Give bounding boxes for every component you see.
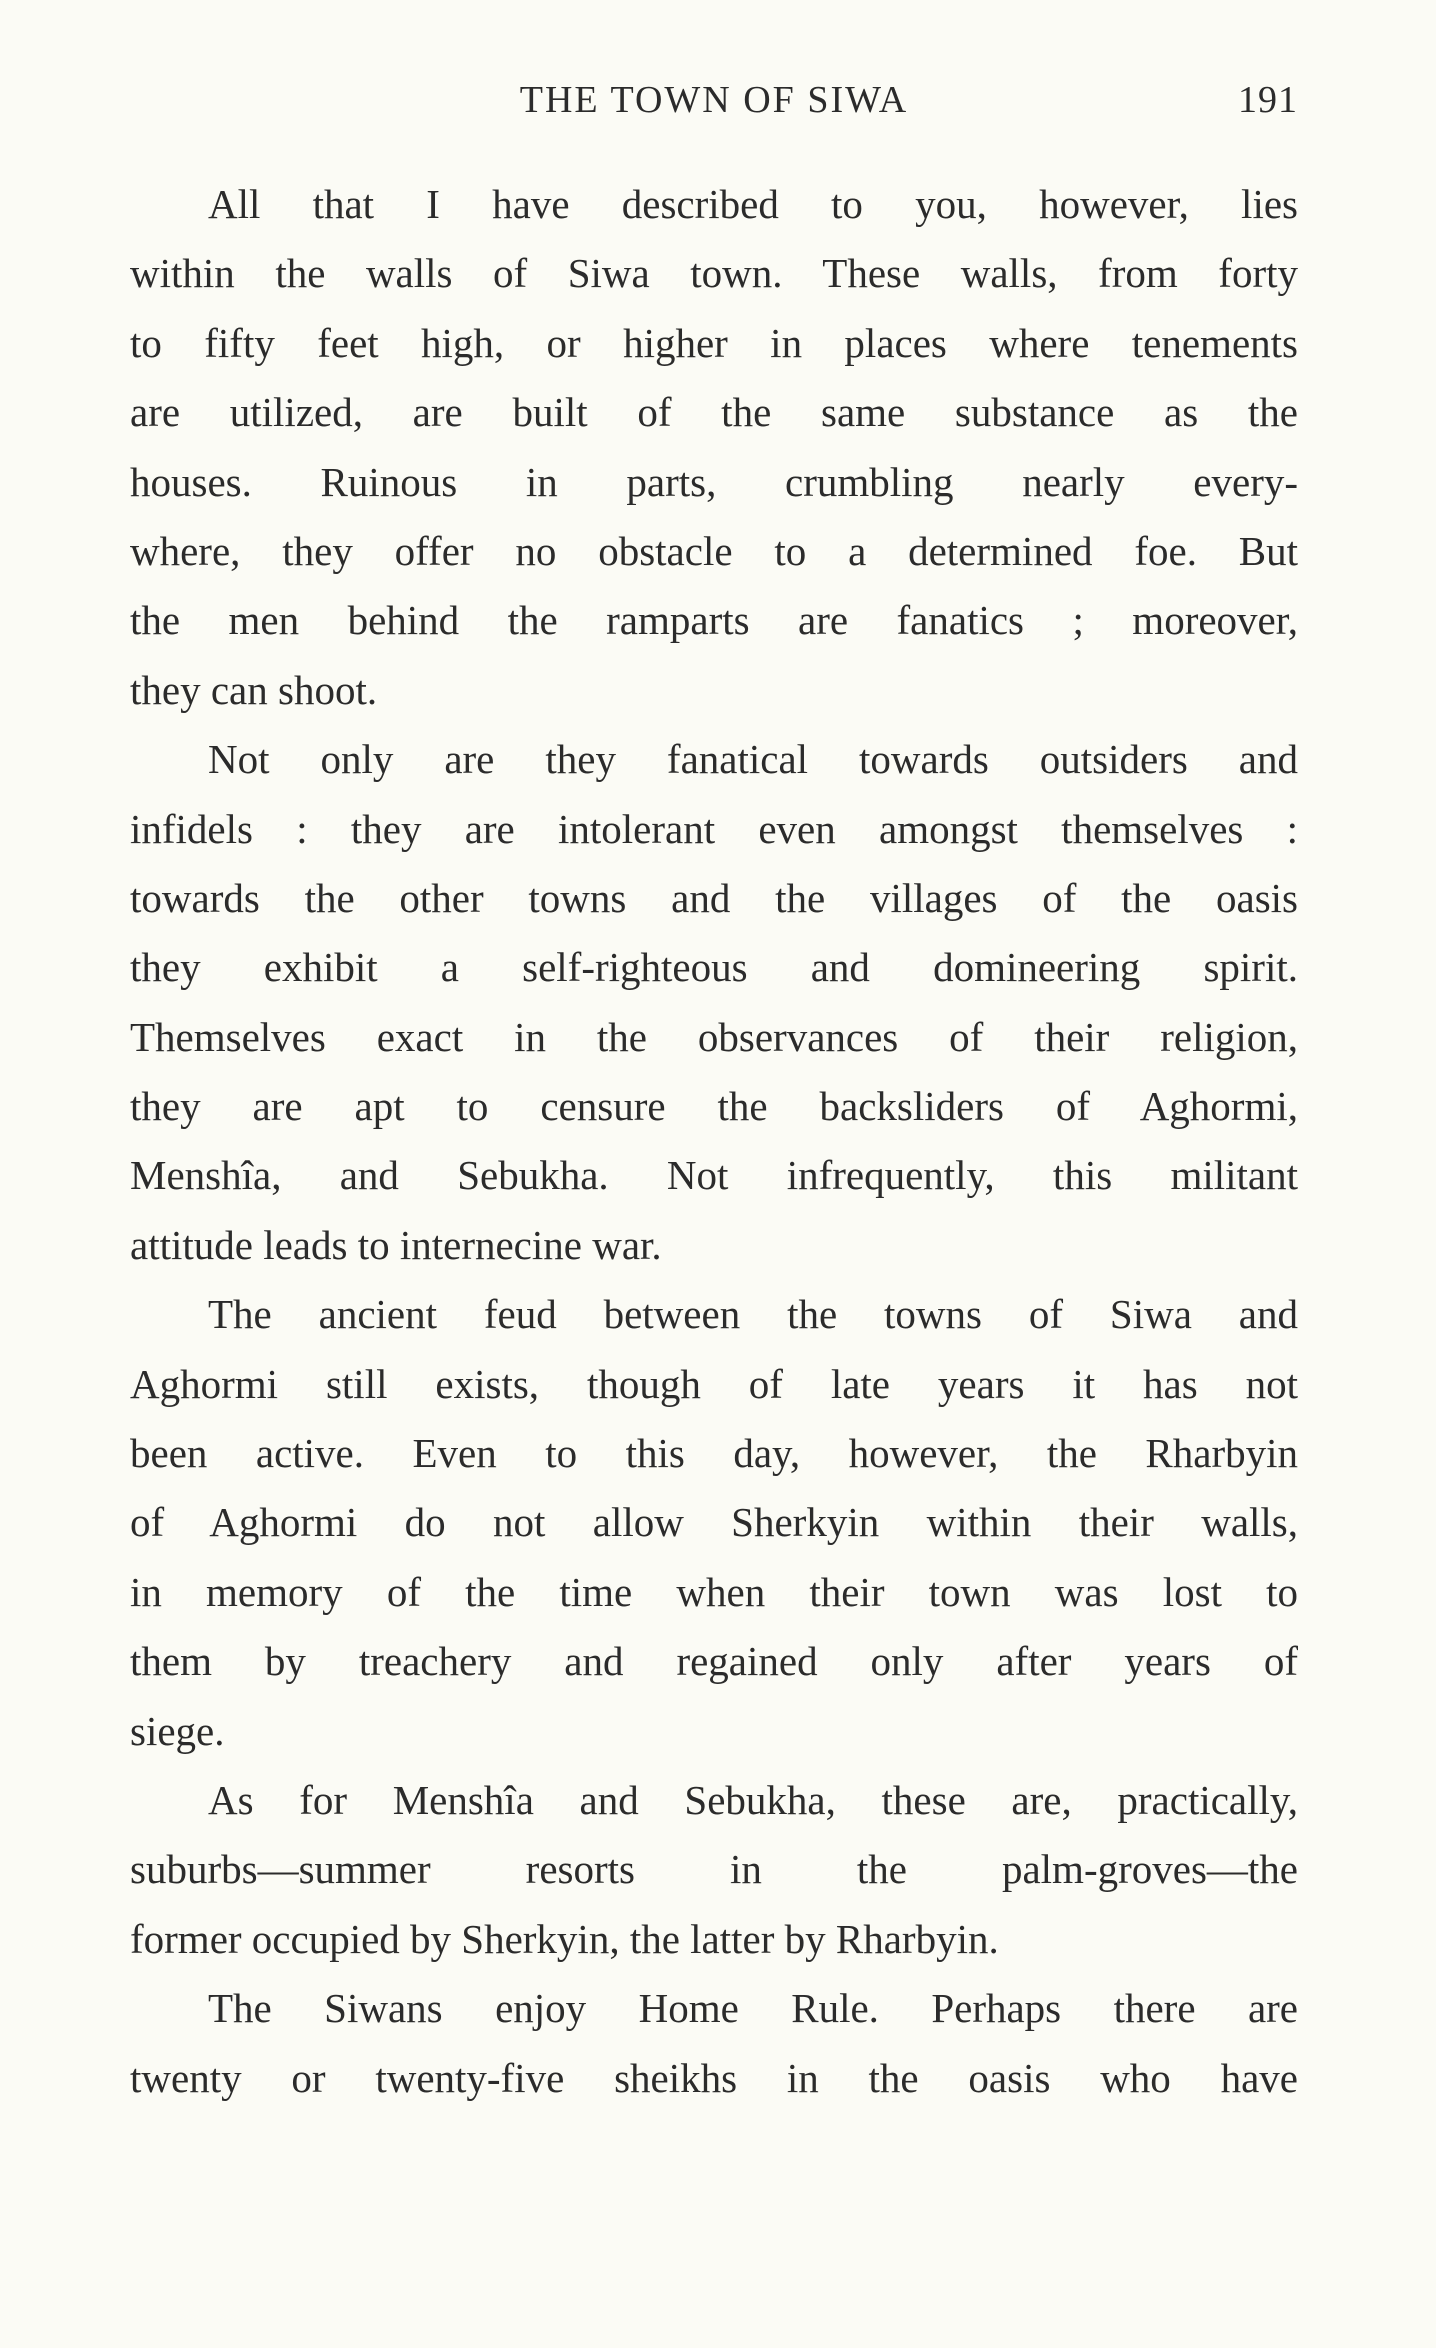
page-number: 191 [1238,79,1298,121]
text-line: they exhibit a self-righteous and domineering spirit. [130,944,1298,991]
text-line: in memory of the time when their town was lost to [130,1568,1298,1615]
text-line: they are apt to censure the backsliders of Aghormi, [130,1083,1298,1130]
text-line: the men behind the ramparts are fanatics ; moreover, [130,597,1298,644]
text-line: houses. Ruinous in parts, crumbling nearly every- [130,458,1298,505]
text-line: them by treachery and regained only after years of [130,1638,1298,1685]
text-line: suburbs—summer resorts in the palm-groves—the [130,1846,1298,1893]
paragraph [130,1280,1298,1766]
body-text [130,170,1298,2113]
text-line: former occupied by Sherkyin, the latter by Rharbyin. [130,1915,999,1962]
text-line: Aghormi still exists, though of late years it has not [130,1360,1298,1407]
text-line: All that I have described to you, however, lies [208,181,1298,227]
text-line: twenty or twenty-five sheikhs in the oasis who have [130,2054,1298,2101]
text-line: where, they offer no obstacle to a determined foe. But [130,527,1298,574]
text-line: towards the other towns and the villages of the oasis [130,874,1298,921]
text-line: infidels : they are intolerant even amongst themselves : [130,805,1298,852]
text-line: they can shoot. [130,666,378,713]
paragraph [130,725,1298,1280]
text-line: of Aghormi do not allow Sherkyin within their walls, [130,1499,1298,1546]
text-line: The Siwans enjoy Home Rule. Perhaps there are [208,1985,1298,2032]
text-line: siege. [130,1707,225,1754]
text-line: within the walls of Siwa town. These walls, from forty [130,250,1298,297]
text-line: to fifty feet high, or higher in places where tenements [130,319,1298,366]
paragraph [130,170,1298,725]
text-line: As for Menshîa and Sebukha, these are, practically, [208,1776,1298,1823]
text-line: been active. Even to this day, however, the Rharbyin [130,1430,1298,1477]
text-line: Themselves exact in the observances of their religion, [130,1013,1298,1060]
text-line: Menshîa, and Sebukha. Not infrequently, this militant [130,1152,1298,1199]
text-line: are utilized, are built of the same substance as the [130,389,1298,436]
paragraph [130,1974,1298,2113]
text-line: The ancient feud between the towns of Siwa and [208,1291,1298,1338]
running-title: THE TOWN OF SIWA [519,79,909,121]
paragraph [130,1766,1298,1974]
running-head [130,78,1298,128]
text-line: attitude leads to internecine war. [130,1221,662,1268]
text-line: Not only are they fanatical towards outsiders and [208,736,1298,783]
